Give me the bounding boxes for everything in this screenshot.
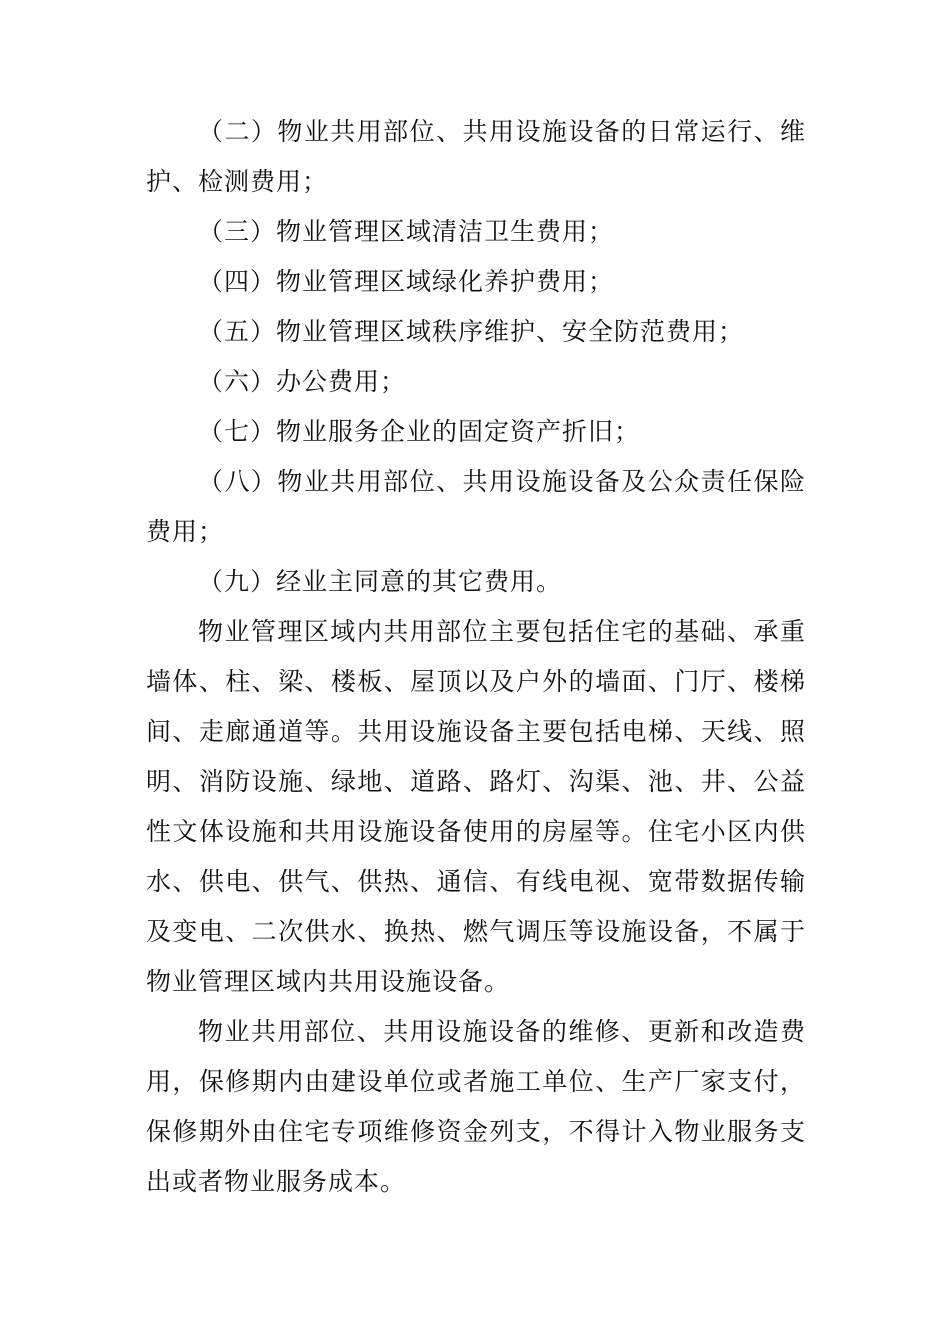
- paragraph-item-4: （四）物业管理区域绿化养护费用；: [198, 267, 615, 296]
- paragraph-item-5: （五）物业管理区域秩序维护、安全防范费用；: [198, 317, 745, 346]
- paragraph-item-7: （七）物业服务企业的固定资产折旧；: [198, 417, 641, 446]
- paragraph-shared-parts: 物业管理区域内共用部位主要包括住宅的基础、承重墙体、柱、梁、楼板、屋顶以及户外的墙面、门厅、楼梯间、走廊通道等。共用设施设备主要包括电梯、天线、照明、消防设施、绿地、道路、路灯、沟渠、池、井、公益性文体设施和共用设施设备使用的房屋等。住宅小区内供水、供电、供气、供热、通信、有线电视、宽带数据传输及变电、二次供水、换热、燃气调压等设施设备，不属于物业管理区域内共用设施设备。: [146, 617, 806, 996]
- document-body: [146, 107, 806, 1207]
- paragraph-item-2: （二）物业共用部位、共用设施设备的日常运行、维护、检测费用；: [146, 117, 806, 196]
- paragraph-item-8: （八）物业共用部位、共用设施设备及公众责任保险费用；: [146, 467, 806, 546]
- paragraph-item-3: （三）物业管理区域清洁卫生费用；: [198, 217, 615, 246]
- paragraph-item-9: （九）经业主同意的其它费用。: [198, 567, 563, 596]
- paragraph-maintenance-costs: 物业共用部位、共用设施设备的维修、更新和改造费用，保修期内由建设单位或者施工单位、生产厂家支付，保修期外由住宅专项维修资金列支，不得计入物业服务支出或者物业服务成本。: [146, 1017, 806, 1196]
- paragraph-item-6: （六）办公费用；: [198, 367, 407, 396]
